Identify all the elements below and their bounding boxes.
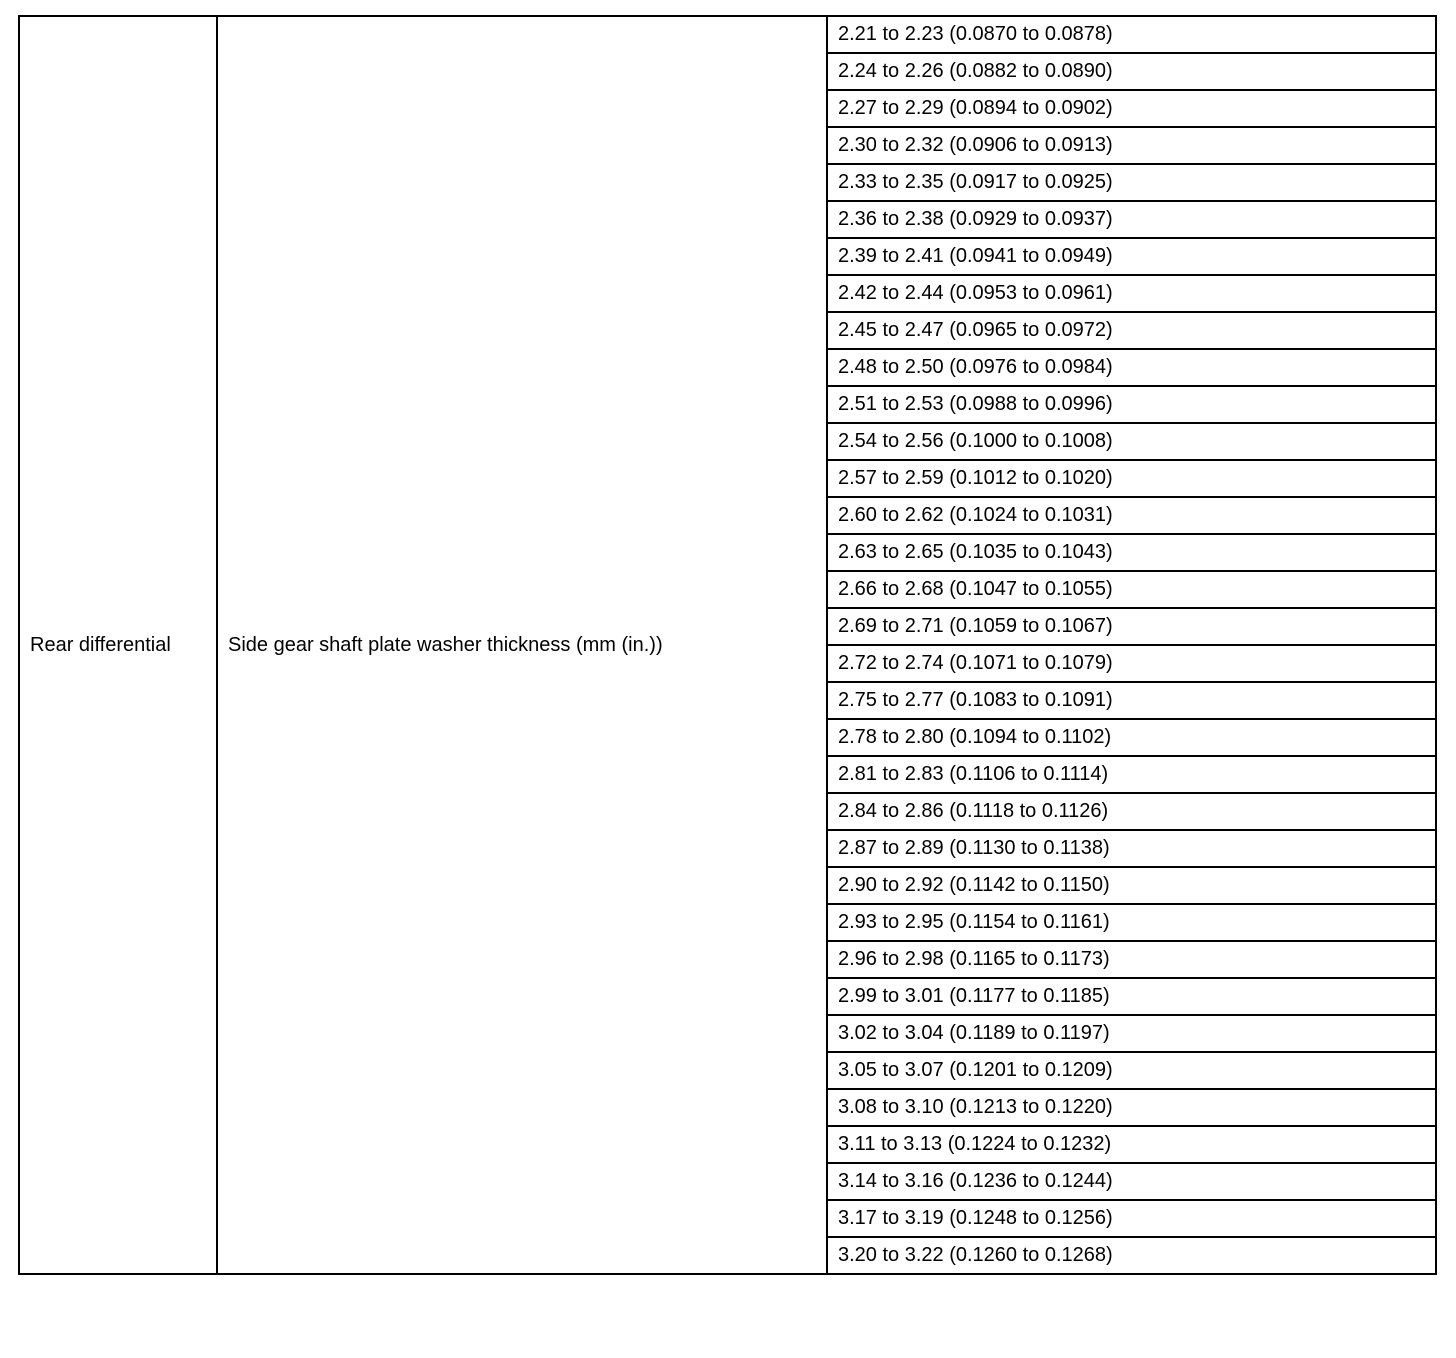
- value-cell: 2.63 to 2.65 (0.1035 to 0.1043): [827, 534, 1436, 571]
- section-cell: Rear differential: [19, 16, 217, 1274]
- table-row: [19, 16, 1436, 53]
- value-cell: 2.66 to 2.68 (0.1047 to 0.1055): [827, 571, 1436, 608]
- value-cell: 2.96 to 2.98 (0.1165 to 0.1173): [827, 941, 1436, 978]
- value-cell: 2.69 to 2.71 (0.1059 to 0.1067): [827, 608, 1436, 645]
- value-cell: 3.11 to 3.13 (0.1224 to 0.1232): [827, 1126, 1436, 1163]
- value-cell: 2.54 to 2.56 (0.1000 to 0.1008): [827, 423, 1436, 460]
- value-cell: 2.36 to 2.38 (0.0929 to 0.0937): [827, 201, 1436, 238]
- value-cell: 2.21 to 2.23 (0.0870 to 0.0878): [827, 16, 1436, 53]
- spec-table: [18, 15, 1437, 1275]
- value-cell: 2.84 to 2.86 (0.1118 to 0.1126): [827, 793, 1436, 830]
- value-cell: 3.08 to 3.10 (0.1213 to 0.1220): [827, 1089, 1436, 1126]
- value-cell: 2.72 to 2.74 (0.1071 to 0.1079): [827, 645, 1436, 682]
- value-cell: 2.81 to 2.83 (0.1106 to 0.1114): [827, 756, 1436, 793]
- value-cell: 2.24 to 2.26 (0.0882 to 0.0890): [827, 53, 1436, 90]
- value-cell: 2.60 to 2.62 (0.1024 to 0.1031): [827, 497, 1436, 534]
- value-cell: 2.90 to 2.92 (0.1142 to 0.1150): [827, 867, 1436, 904]
- value-cell: 2.87 to 2.89 (0.1130 to 0.1138): [827, 830, 1436, 867]
- value-cell: 2.57 to 2.59 (0.1012 to 0.1020): [827, 460, 1436, 497]
- spec-table-body: [19, 16, 1436, 1274]
- value-cell: 2.75 to 2.77 (0.1083 to 0.1091): [827, 682, 1436, 719]
- value-cell: 2.51 to 2.53 (0.0988 to 0.0996): [827, 386, 1436, 423]
- value-cell: 2.39 to 2.41 (0.0941 to 0.0949): [827, 238, 1436, 275]
- value-cell: 2.30 to 2.32 (0.0906 to 0.0913): [827, 127, 1436, 164]
- value-cell: 3.17 to 3.19 (0.1248 to 0.1256): [827, 1200, 1436, 1237]
- value-cell: 2.27 to 2.29 (0.0894 to 0.0902): [827, 90, 1436, 127]
- value-cell: 3.02 to 3.04 (0.1189 to 0.1197): [827, 1015, 1436, 1052]
- value-cell: 3.20 to 3.22 (0.1260 to 0.1268): [827, 1237, 1436, 1274]
- value-cell: 3.05 to 3.07 (0.1201 to 0.1209): [827, 1052, 1436, 1089]
- value-cell: 2.78 to 2.80 (0.1094 to 0.1102): [827, 719, 1436, 756]
- value-cell: 2.45 to 2.47 (0.0965 to 0.0972): [827, 312, 1436, 349]
- value-cell: 2.42 to 2.44 (0.0953 to 0.0961): [827, 275, 1436, 312]
- value-cell: 2.99 to 3.01 (0.1177 to 0.1185): [827, 978, 1436, 1015]
- value-cell: 2.33 to 2.35 (0.0917 to 0.0925): [827, 164, 1436, 201]
- item-cell: Side gear shaft plate washer thickness (mm (in.)): [217, 16, 827, 1274]
- value-cell: 2.93 to 2.95 (0.1154 to 0.1161): [827, 904, 1436, 941]
- value-cell: 3.14 to 3.16 (0.1236 to 0.1244): [827, 1163, 1436, 1200]
- value-cell: 2.48 to 2.50 (0.0976 to 0.0984): [827, 349, 1436, 386]
